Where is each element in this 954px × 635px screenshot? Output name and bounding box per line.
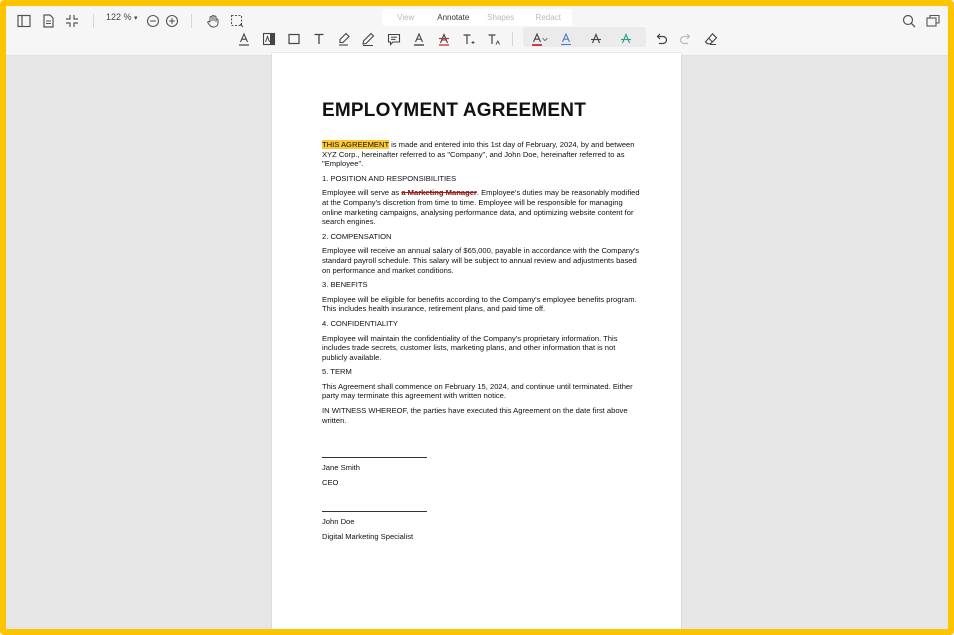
document-body (322, 99, 640, 547)
comment-icon[interactable] (384, 29, 404, 49)
highlighter-icon[interactable] (334, 29, 354, 49)
tab-redact[interactable]: Redact (535, 13, 561, 22)
mode-tabs (382, 9, 572, 26)
strikeout-icon[interactable] (434, 29, 454, 49)
search-icon[interactable] (899, 11, 919, 31)
zoom-value: 122 % (106, 12, 132, 22)
tab-view[interactable]: View (397, 13, 415, 22)
pen-icon[interactable] (358, 29, 378, 49)
insert-text-icon[interactable] (484, 29, 504, 49)
document-title: EMPLOYMENT AGREEMENT (322, 100, 587, 121)
top-toolbar (6, 6, 948, 56)
document-icon[interactable] (38, 11, 58, 31)
tab-shapes[interactable]: Shapes (487, 13, 515, 22)
chevron-down-icon: ▾ (134, 15, 138, 22)
tab-annotate[interactable]: Annotate (437, 13, 470, 22)
chevron-down-icon[interactable] (540, 29, 550, 49)
zoom-level[interactable] (106, 12, 138, 22)
compress-icon[interactable] (62, 11, 82, 31)
section-1-text-before: Employee will serve as (322, 188, 402, 198)
section-5-heading: 5. TERM (322, 367, 352, 377)
witness-paragraph: IN WITNESS WHEREOF, the parties have executed this Agreement on the date first above written. (322, 406, 628, 425)
underline-tool-icon[interactable] (556, 29, 576, 49)
undo-icon[interactable] (651, 29, 671, 49)
superscript-icon[interactable] (459, 29, 479, 49)
zoom-in-icon[interactable] (162, 11, 182, 31)
signatory-2-title: Digital Marketing Specialist (322, 532, 414, 542)
highlight-annotation[interactable]: THIS AGREEMENT (322, 140, 389, 149)
hand-icon[interactable] (203, 11, 223, 31)
toolbar-divider (93, 14, 94, 28)
section-3-heading: 3. BENEFITS (322, 280, 368, 290)
sidebar-toggle-icon[interactable] (14, 11, 34, 31)
signatory-1-title: CEO (322, 477, 339, 487)
text-color-icon[interactable] (409, 29, 429, 49)
signature-line-1 (322, 457, 427, 458)
toolbar-divider (512, 32, 513, 46)
section-3-body: Employee will be eligible for benefits according to the Company's employee benefits program. This includes health insurance, retirement plans, and paid time off. (322, 294, 637, 314)
intro-text: is made and entered into this 1st day of February, 2024, by and between XYZ Corp., hereinafter referred to as "Company", and John Doe, hereinafter referred to as "Employee". (322, 140, 635, 169)
text-box-icon[interactable] (259, 29, 279, 49)
squiggly-tool-icon[interactable] (616, 29, 636, 49)
signatory-1-name: Jane Smith (322, 463, 360, 473)
text-underline-icon[interactable] (234, 29, 254, 49)
section-4-heading: 4. CONFIDENTIALITY (322, 318, 398, 328)
select-area-icon[interactable] (227, 11, 247, 31)
free-text-icon[interactable] (309, 29, 329, 49)
rectangle-icon[interactable] (284, 29, 304, 49)
section-5-body: This Agreement shall commence on February 15, 2024, and continue until terminated. Either party may terminate this agreement with written notice. (322, 381, 633, 401)
windows-icon[interactable] (923, 11, 943, 31)
section-2-heading: 2. COMPENSATION (322, 231, 392, 241)
signature-line-2 (322, 511, 427, 512)
section-1-text-after: . Employee's duties may be reasonably modified at the Company's discretion from time to time. Employee will be responsible for managing online marketing campaigns, analysing performance data, and optimizing website content for search engines. (322, 188, 640, 227)
intro-paragraph (322, 140, 640, 169)
zoom-out-icon[interactable] (143, 11, 163, 31)
section-4-body: Employee will maintain the confidentiality of the Company's proprietary information. This includes trade secrets, customer lists, marketing plans, and other information that is not publicly available. (322, 333, 618, 362)
toolbar-divider (191, 14, 192, 28)
strikethrough-tool-icon[interactable] (586, 29, 606, 49)
strikethrough-annotation[interactable]: a Marketing Manager (401, 188, 477, 198)
redo-icon[interactable] (676, 29, 696, 49)
section-1-body (322, 188, 640, 226)
section-1-heading: 1. POSITION AND RESPONSIBILITIES (322, 173, 457, 183)
document-page (272, 53, 681, 635)
signatory-2-name: John Doe (322, 517, 355, 527)
section-2-body: Employee will receive an annual salary of $65,000, payable in accordance with the Company's standard payroll schedule. This salary will be subject to annual review and adjustments based on performance and market conditions. (322, 246, 640, 275)
eraser-icon[interactable] (701, 29, 721, 49)
